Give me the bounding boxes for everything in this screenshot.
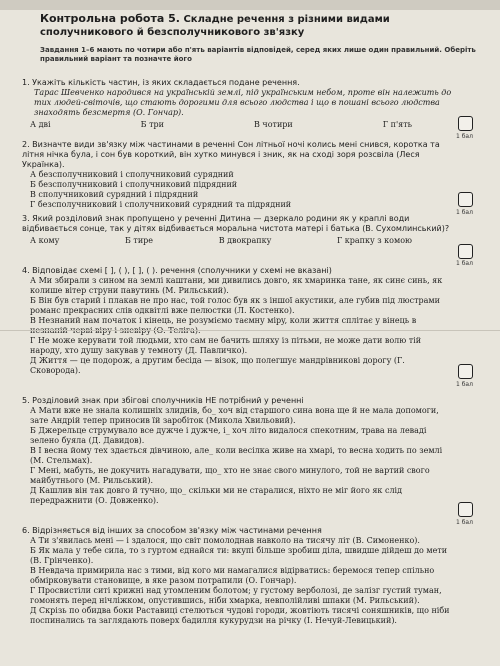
question-1 [22, 78, 452, 130]
question-6 [22, 526, 452, 626]
question-2-option-d[interactable]: Г безсполучниковий і сполучниковий сурядний та підрядний [30, 200, 292, 209]
question-2-option-a[interactable]: А безсполучниковий і сполучниковий сурядний [30, 170, 234, 179]
question-6-option-e[interactable]: Д Скрізь по обидва боки Раставиці стелються чудові городи, жовтіють тисячі соняшників, що ніби поспинались та заглядають поверх бадилля кукурудзи на річку (І. Нечуй-Левицький). [30, 606, 450, 625]
page-title-main: Контрольна робота 5. [40, 12, 180, 25]
question-1-option-b[interactable]: Б три [140, 120, 164, 129]
question-3-option-a[interactable]: А кому [30, 236, 60, 245]
question-1-option-d[interactable]: Г п'ять [382, 120, 412, 129]
question-3-options [30, 236, 452, 246]
question-1-text: Тарас Шевченко народився на українській землі, під українським небом, проте він належить до тих людей-світочів, що стають дорогими для всього людства і що в пошані всього людства знаходять безсмертя (О. Гончар). [34, 88, 452, 117]
question-4-option-d[interactable]: Г Не може керувати той людьми, хто сам не бачить шляху із пітьми, не може дати волю тій народу, хто душу закував у темноту (Д. Павличко). [30, 336, 422, 355]
question-4-option-c[interactable]: В Незнаний нам початок і кінець, не розуміємо таємну мірy, коли життя сплітає у вінець в [30, 316, 417, 325]
question-4-head: 4. Відповідає схемі [ ], ( ), [ ], ( ). речення (сполучники у схемі не вказані) [22, 266, 332, 275]
question-5-option-a[interactable]: А Мати вже не знала колишніх злиднів, бо_ хоч від старшого сина вона ще й не мала допомоги, зате Андрій тепер приносив їй заробіток (Микола Хвильовий). [30, 406, 439, 425]
answer-box-5[interactable] [458, 502, 473, 517]
page-title [40, 12, 480, 39]
answer-box-3[interactable] [458, 244, 473, 259]
question-6-option-c[interactable]: В Невдача примирила нас з тими, від кого ми намагалися відірватись: беремося тепер спільно обмірковувати становище, в яке разом потрапили (О. Гончар). [30, 566, 435, 585]
answer-box-1[interactable] [458, 116, 473, 131]
question-2-head: 2. Визначте види зв'язку між частинами в реченні Сон літньої ночі колись мені снився, коротка та літня нічка була, і сон був короткий, він хутко минувся і зник, як на сході зоря розсвіла (Леся Українка). [22, 140, 440, 169]
question-6-option-d[interactable]: Г Просвистіли ситі крижні над утомленим болотом; у густому верболозі, де залізг густий туман, гомонять перед нічліжком, опустившись, ніби хмарка, невполійливі шпаки (М. Рильський). [30, 586, 442, 605]
points-5: 1 бал [456, 519, 473, 526]
points-2: 1 бал [456, 209, 473, 216]
page-top-edge [0, 0, 500, 10]
points-3: 1 бал [456, 260, 473, 267]
question-2-option-b[interactable]: Б безсполучниковий і сполучниковий підрядний [30, 180, 238, 189]
question-5-option-b[interactable]: Б Джерельце струмувало все дужче і дужче, і_ хоч літо видалося спекотним, трава на леваді зелено буяла (Д. Давидов). [30, 426, 427, 445]
question-1-head: 1. Укажіть кількість частин, із яких складається подане речення. [22, 78, 300, 87]
question-1-option-a[interactable]: А дві [30, 120, 51, 129]
question-4-option-a[interactable]: А Ми збирали з сином на землі каштани, ми дивились довго, як хмаринка тане, як синє синь, як колише вітер струни павутинь (М. Рильський). [30, 276, 443, 295]
question-4-option-e[interactable]: Д Життя — це подорож, а другим бесіда — візок, що полегшує мандрівникові дорогу (Г. Сковорода). [30, 356, 405, 375]
question-3-option-d[interactable]: Г крапку з комою [336, 236, 412, 245]
question-5-option-e[interactable]: Д Кашлив він так довго й тучно, що_ скільки ми не старалися, ніхто не міг його як слід передражнити (О. Довженко). [30, 486, 403, 505]
question-4 [22, 266, 452, 376]
question-5-option-c[interactable]: В І весна йому тех здається дівчиною, але_ коли весілка живе на хмарі, то весна ходить по землі (М. Стельмах). [30, 446, 443, 465]
question-1-options [30, 120, 452, 130]
question-2 [22, 140, 452, 210]
question-3-head: 3. Який розділовий знак пропущено у реченні Дитина — дзеркало родини як у краплі води відбивається сонце, так у дітях відбивається моральна чистота матері і батька (В. Сухомлинський)? [22, 214, 450, 233]
answer-box-4[interactable] [458, 364, 473, 379]
question-6-option-a[interactable]: А Ти з'явилась мені — і здалося, що світ помолоднав навколо на тисячу літ (В. Симоненко). [30, 536, 420, 545]
question-5-option-d[interactable]: Г Мені, мабуть, не докучить нагадувати, що_ хто не знає свого минулого, той не вартий свого майбутнього (М. Рильський). [30, 466, 430, 485]
question-6-head: 6. Відрізняється від інших за способом зв'язку між частинами речення [22, 526, 322, 535]
points-4: 1 бал [456, 381, 473, 388]
question-4-option-b[interactable]: Б Він був старий і плакав не про нас, той голос був як з іншої акустики, але губив під люстрами романс прекрасних слів одквітлі вже пелюстки (Л. Костенко). [30, 296, 440, 315]
question-5-head: 5. Розділовий знак при збігові сполучників НЕ потрібний у реченні [22, 396, 304, 405]
answer-box-2[interactable] [458, 192, 473, 207]
points-1: 1 бал [456, 133, 473, 140]
question-5 [22, 396, 452, 506]
question-1-option-c[interactable]: В чотири [254, 120, 293, 129]
question-2-option-c[interactable]: В сполучниковий сурядний і підрядний [30, 190, 199, 199]
question-3 [22, 214, 452, 246]
question-6-option-b[interactable]: Б Як мала у тебе сила, то з гуртом єднайся ти: вкупі більше зробиш діла, швидше дійдеш до мети (В. Грінченко). [30, 546, 448, 565]
page-title-rest: Складне речення з різними видами сполучникового й безсполучникового зв'язку [40, 14, 390, 38]
question-3-option-c[interactable]: В двокрапку [218, 236, 272, 245]
page-fold-line [0, 330, 500, 331]
instructions: Завдання 1–6 мають по чотири або п'ять варіантів відповідей, серед яких лише один правильний. Оберіть правильний варіант та позначте його [40, 46, 476, 63]
question-3-option-b[interactable]: Б тире [125, 236, 154, 245]
